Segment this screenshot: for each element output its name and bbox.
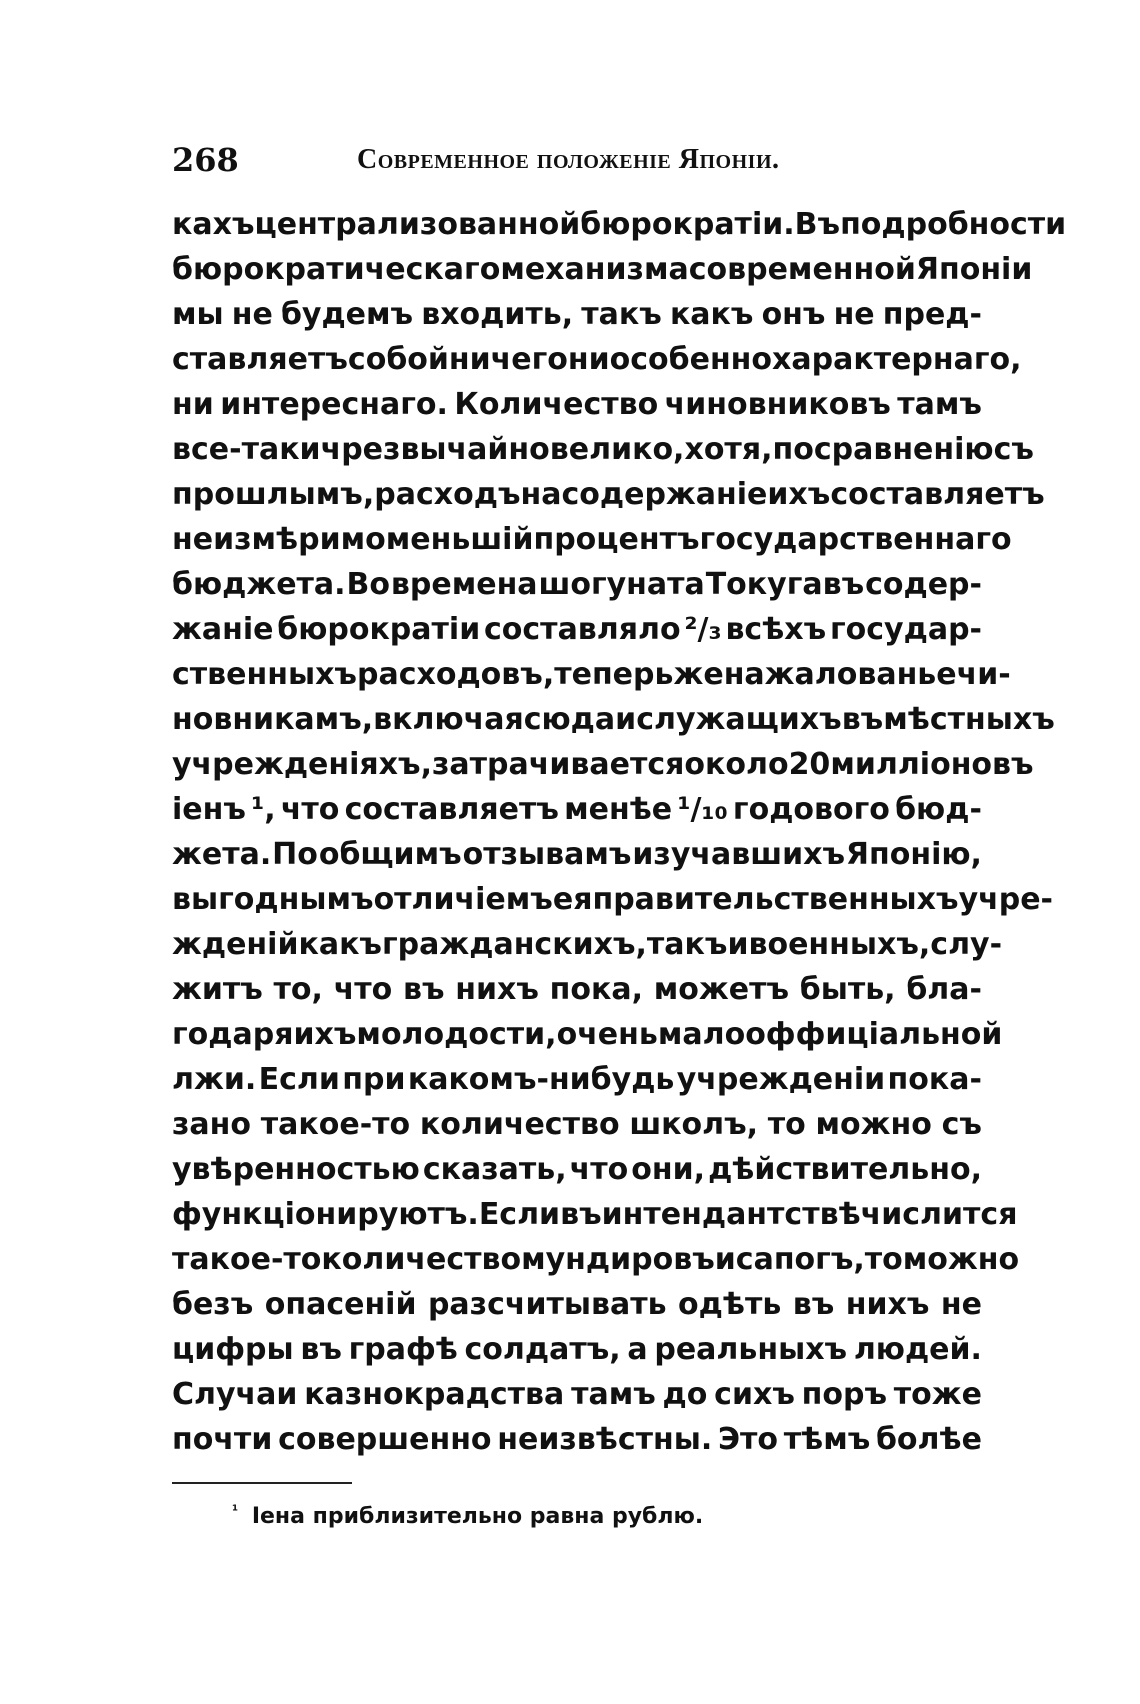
word: изучавшихъ bbox=[632, 837, 845, 872]
word: пока- bbox=[887, 1062, 982, 1097]
page-header bbox=[172, 138, 982, 182]
text-line bbox=[172, 607, 982, 652]
word: тѣмъ bbox=[783, 1422, 871, 1457]
word: какъ bbox=[669, 297, 754, 332]
word: жалованье bbox=[764, 657, 957, 692]
word: опасеній bbox=[264, 1287, 417, 1322]
text-line bbox=[172, 652, 1011, 697]
word: чрезвычайно bbox=[320, 432, 550, 467]
word: Японію, bbox=[845, 837, 982, 872]
word: такое-то bbox=[260, 1107, 411, 1142]
word: съ bbox=[993, 432, 1034, 467]
word: Если bbox=[258, 1062, 340, 1097]
word: бюрократіи bbox=[277, 612, 481, 647]
word: ни bbox=[172, 387, 214, 422]
word: такое-то bbox=[172, 1242, 322, 1277]
word: бла- bbox=[906, 972, 982, 1007]
word: включая bbox=[373, 702, 524, 737]
word: людей. bbox=[853, 1332, 982, 1367]
word: гражданскихъ, bbox=[381, 927, 647, 962]
word: бюрократіи. bbox=[580, 207, 795, 242]
word: государ- bbox=[829, 612, 982, 647]
word: содержаніе bbox=[561, 477, 768, 512]
word: количество bbox=[321, 1242, 522, 1277]
word: почти bbox=[172, 1422, 273, 1457]
word: правительственныхъ bbox=[592, 882, 959, 917]
word: не bbox=[940, 1287, 982, 1322]
word: учрежденіи bbox=[676, 1062, 886, 1097]
word: казнокрадства bbox=[304, 1377, 565, 1412]
word: входить, bbox=[421, 297, 574, 332]
word: ничего bbox=[448, 342, 568, 377]
running-head: Современное положеніе Японіи. bbox=[357, 144, 780, 175]
word: при bbox=[342, 1062, 406, 1097]
word: современной bbox=[688, 252, 916, 287]
word: общимъ bbox=[318, 837, 462, 872]
word: какъ bbox=[298, 927, 382, 962]
word: въ bbox=[792, 1287, 835, 1322]
word: военныхъ, bbox=[748, 927, 931, 962]
text-line bbox=[172, 1057, 982, 1102]
word: 20 bbox=[788, 747, 831, 782]
word: въ bbox=[403, 972, 445, 1007]
word: составляетъ bbox=[344, 792, 559, 827]
word: не bbox=[833, 297, 875, 332]
word: до bbox=[662, 1377, 708, 1412]
word: выгоднымъ bbox=[172, 882, 374, 917]
word: ственныхъ bbox=[172, 657, 357, 692]
word: характернаго, bbox=[772, 342, 1022, 377]
word: цифры bbox=[172, 1332, 294, 1367]
text-line bbox=[172, 742, 1034, 787]
word: учрежденіяхъ, bbox=[172, 747, 432, 782]
word: Во bbox=[346, 567, 390, 602]
word: меньшій bbox=[385, 522, 534, 557]
word: расходъ bbox=[374, 477, 521, 512]
word: мало bbox=[657, 1017, 746, 1052]
word: ихъ bbox=[293, 1017, 357, 1052]
word: неизвѣстны. bbox=[497, 1422, 713, 1457]
word: прошлымъ, bbox=[172, 477, 375, 512]
word: интендантствѣ bbox=[601, 1197, 861, 1232]
word: ¹/₁₀ bbox=[677, 792, 728, 827]
word: и bbox=[714, 1242, 736, 1277]
word: такъ bbox=[581, 297, 662, 332]
word: служащихъ bbox=[636, 702, 842, 737]
footnote-text: Іена приблизительно равна рублю. bbox=[251, 1504, 704, 1529]
word: новникамъ, bbox=[172, 702, 374, 737]
word: неизмѣримо bbox=[172, 522, 386, 557]
text-line bbox=[172, 1147, 982, 1192]
text-line bbox=[172, 247, 1033, 292]
word: на bbox=[520, 477, 562, 512]
word: ни bbox=[567, 342, 610, 377]
word: житъ bbox=[172, 972, 263, 1007]
text-line bbox=[172, 382, 982, 427]
word: то bbox=[767, 1107, 806, 1142]
word: годаря bbox=[172, 1017, 294, 1052]
word: на bbox=[723, 657, 765, 692]
word: расходовъ, bbox=[356, 657, 555, 692]
word: интереснаго. bbox=[220, 387, 448, 422]
word: сюда bbox=[523, 702, 616, 737]
word: совершенно bbox=[278, 1422, 492, 1457]
word: собой bbox=[347, 342, 449, 377]
word: нихъ bbox=[455, 972, 539, 1007]
word: зано bbox=[172, 1107, 252, 1142]
word: такъ bbox=[646, 927, 728, 962]
word: то bbox=[864, 1242, 903, 1277]
word: то, bbox=[273, 972, 323, 1007]
word: сапогъ, bbox=[735, 1242, 865, 1277]
word: сравненію bbox=[813, 432, 994, 467]
word: централизованной bbox=[254, 207, 581, 242]
word: всѣхъ bbox=[725, 612, 827, 647]
footnote-divider bbox=[172, 1482, 352, 1484]
word: подробности bbox=[840, 207, 1067, 242]
word: слу- bbox=[930, 927, 1003, 962]
word: можетъ bbox=[653, 972, 790, 1007]
word: безъ bbox=[172, 1287, 254, 1322]
word: бюд- bbox=[895, 792, 982, 827]
text-line bbox=[172, 1012, 1003, 1057]
text-line bbox=[172, 337, 1022, 382]
word: мы bbox=[172, 297, 224, 332]
word: жденій bbox=[172, 927, 299, 962]
word: функціонируютъ. bbox=[172, 1197, 479, 1232]
text-line bbox=[172, 1417, 982, 1462]
word: отзывамъ bbox=[462, 837, 632, 872]
word: шогуната bbox=[538, 567, 705, 602]
word: будемъ bbox=[280, 297, 414, 332]
word: пока, bbox=[549, 972, 644, 1007]
text-line bbox=[172, 472, 1045, 517]
word: жета. bbox=[172, 837, 272, 872]
word: составляло bbox=[484, 612, 681, 647]
word: можно bbox=[815, 1107, 932, 1142]
word: Японіи bbox=[915, 252, 1033, 287]
text-line bbox=[172, 202, 1067, 247]
body-text bbox=[172, 202, 1067, 1462]
word: въ bbox=[841, 702, 884, 737]
word: что bbox=[333, 972, 393, 1007]
footnote bbox=[232, 1500, 703, 1534]
word: сихъ bbox=[714, 1377, 795, 1412]
word: ставляетъ bbox=[172, 342, 348, 377]
word: графѣ bbox=[348, 1332, 458, 1367]
text-line bbox=[172, 697, 1055, 742]
word: времена bbox=[390, 567, 538, 602]
word: мундировъ bbox=[521, 1242, 715, 1277]
word: Количество bbox=[454, 387, 659, 422]
word: бюрократическаго bbox=[172, 252, 501, 287]
word: онъ bbox=[761, 297, 826, 332]
word: разсчитывать bbox=[427, 1287, 667, 1322]
word: числится bbox=[860, 1197, 1018, 1232]
word: одѣть bbox=[678, 1287, 782, 1322]
word: Токугавъ bbox=[705, 567, 865, 602]
word: ²/₃ bbox=[684, 612, 722, 647]
word: все-таки bbox=[172, 432, 321, 467]
word: механизма bbox=[500, 252, 689, 287]
word: Случаи bbox=[172, 1377, 298, 1412]
word: процентъ bbox=[533, 522, 700, 557]
word: увѣренностью bbox=[172, 1152, 420, 1187]
word: въ bbox=[300, 1332, 342, 1367]
word: реальныхъ bbox=[654, 1332, 848, 1367]
word: оффиціальной bbox=[745, 1017, 1003, 1052]
word: хотя, bbox=[684, 432, 773, 467]
word: солдатъ, bbox=[464, 1332, 621, 1367]
word: отличіемъ bbox=[373, 882, 553, 917]
word: что bbox=[280, 792, 340, 827]
word: лжи. bbox=[172, 1062, 257, 1097]
word: быть, bbox=[799, 972, 896, 1007]
text-line bbox=[172, 787, 982, 832]
word: чиновниковъ bbox=[664, 387, 891, 422]
word: пред- bbox=[882, 297, 982, 332]
word: іенъ bbox=[172, 792, 246, 827]
word: съ bbox=[941, 1107, 982, 1142]
text-line bbox=[172, 1327, 982, 1372]
word: что bbox=[569, 1152, 629, 1187]
word: а bbox=[627, 1332, 648, 1367]
word: же bbox=[673, 657, 724, 692]
text-line bbox=[172, 877, 1054, 922]
text-line bbox=[172, 1102, 982, 1147]
text-line bbox=[172, 427, 1034, 472]
text-line bbox=[172, 292, 982, 337]
word: жаніе bbox=[172, 612, 274, 647]
word: государственнаго bbox=[699, 522, 1012, 557]
word: тамъ bbox=[571, 1377, 656, 1412]
word: ¹, bbox=[251, 792, 276, 827]
word: количество bbox=[419, 1107, 620, 1142]
word: Въ bbox=[794, 207, 841, 242]
text-line bbox=[172, 1237, 1020, 1282]
word: школъ, bbox=[629, 1107, 759, 1142]
word: болѣе bbox=[875, 1422, 982, 1457]
word: по bbox=[772, 432, 814, 467]
word: ихъ bbox=[767, 477, 831, 512]
word: милліоновъ bbox=[830, 747, 1034, 782]
word: Это bbox=[718, 1422, 779, 1457]
word: велико, bbox=[549, 432, 685, 467]
text-line bbox=[172, 1192, 1018, 1237]
word: и bbox=[727, 927, 749, 962]
word: тамъ bbox=[897, 387, 982, 422]
word: кахъ bbox=[172, 207, 255, 242]
text-line bbox=[172, 832, 982, 877]
word: и bbox=[615, 702, 637, 737]
text-line bbox=[172, 1282, 982, 1327]
word: не bbox=[231, 297, 273, 332]
word: затрачивается bbox=[431, 747, 685, 782]
word: около bbox=[684, 747, 789, 782]
word: составляетъ bbox=[830, 477, 1045, 512]
word: очень bbox=[556, 1017, 658, 1052]
word: чи- bbox=[956, 657, 1011, 692]
word: молодости, bbox=[356, 1017, 557, 1052]
word: годового bbox=[732, 792, 890, 827]
word: менѣе bbox=[564, 792, 673, 827]
word: мѣстныхъ bbox=[883, 702, 1055, 737]
word: нихъ bbox=[845, 1287, 930, 1322]
word: учре- bbox=[958, 882, 1054, 917]
word: ея bbox=[552, 882, 593, 917]
word: Если bbox=[478, 1197, 561, 1232]
word: дѣйствительно, bbox=[708, 1152, 982, 1187]
word: По bbox=[272, 837, 318, 872]
text-line bbox=[172, 967, 982, 1012]
footnote-marker: ¹ bbox=[232, 1502, 239, 1519]
word: тоже bbox=[893, 1377, 982, 1412]
word: особенно bbox=[609, 342, 773, 377]
text-line bbox=[172, 1372, 982, 1417]
word: теперь bbox=[554, 657, 674, 692]
word: они, bbox=[631, 1152, 706, 1187]
text-line bbox=[172, 517, 1012, 562]
text-line bbox=[172, 562, 982, 607]
word: бюджета. bbox=[172, 567, 346, 602]
word: сказать, bbox=[422, 1152, 567, 1187]
word: поръ bbox=[801, 1377, 888, 1412]
word: можно bbox=[902, 1242, 1020, 1277]
text-line bbox=[172, 922, 1003, 967]
page-number: 268 bbox=[172, 141, 239, 179]
word: содер- bbox=[865, 567, 982, 602]
word: какомъ-нибудь bbox=[407, 1062, 675, 1097]
word: въ bbox=[560, 1197, 602, 1232]
